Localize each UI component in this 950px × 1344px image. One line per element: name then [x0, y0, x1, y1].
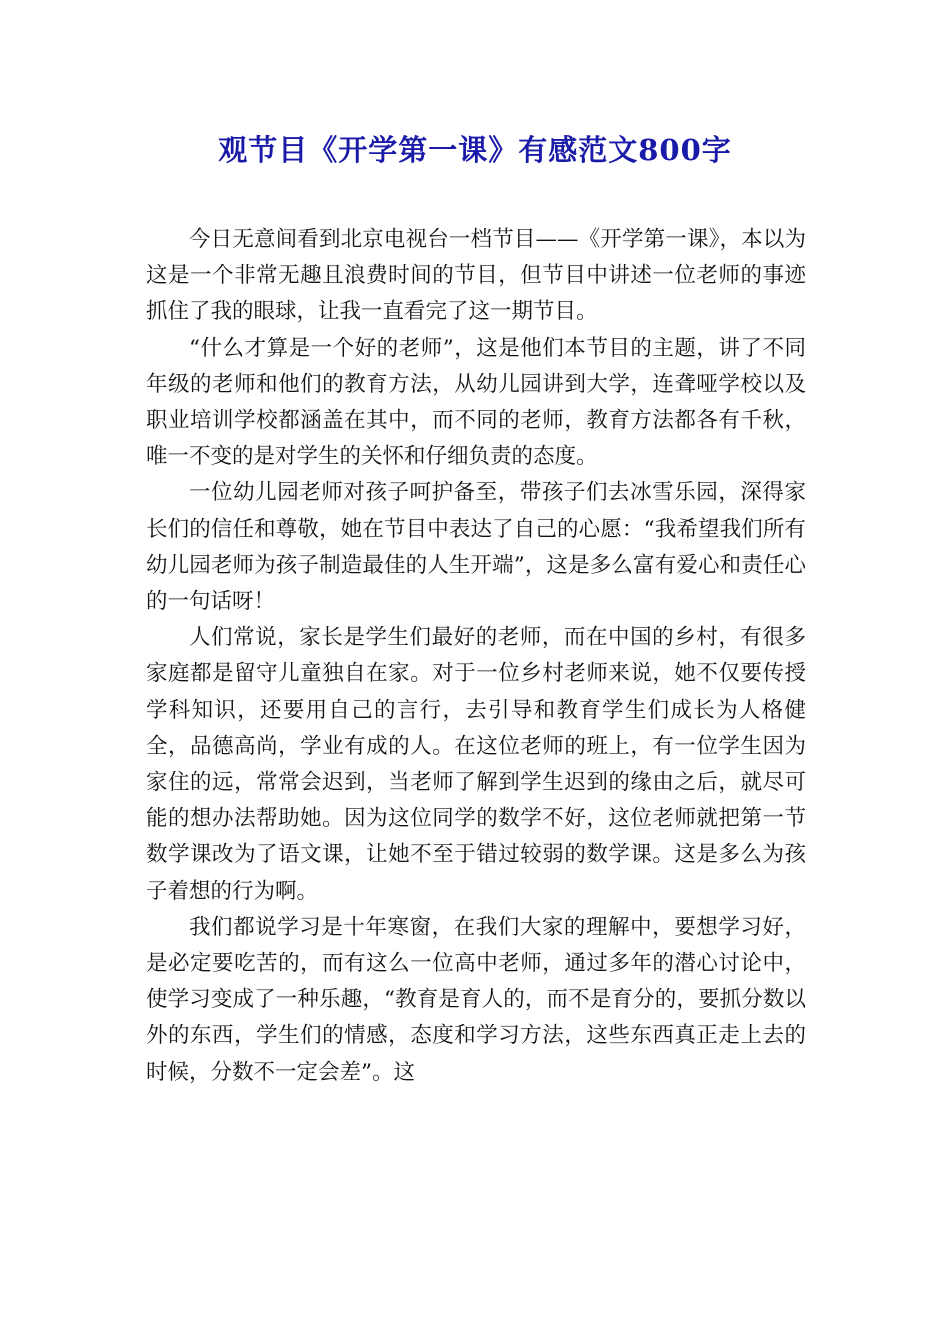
document-body	[146, 222, 806, 1091]
paragraph-3: 一位幼儿园老师对孩子呵护备至，带孩子们去冰雪乐园，深得家长们的信任和尊敬，她在节目中表达了自己的心愿：“我希望我们所有幼儿园老师为孩子制造最佳的人生开端”，这是多么富有爱心和责任心的一句话呀！	[146, 480, 806, 615]
paragraph-4: 人们常说，家长是学生们最好的老师，而在中国的乡村，有很多家庭都是留守儿童独自在家。对于一位乡村老师来说，她不仅要传授学科知识，还要用自己的言行，去引导和教育学生们成长为人格健全，品德高尚，学业有成的人。在这位老师的班上，有一位学生因为家住的远，常常会迟到，当老师了解到学生迟到的缘由之后，就尽可能的想办法帮助她。因为这位同学的数学不好，这位老师就把第一节数学课改为了语文课，让她不至于错过较弱的数学课。这是多么为孩子着想的行为啊。	[146, 625, 806, 904]
paragraph-2: “什么才算是一个好的老师”，这是他们本节目的主题，讲了不同年级的老师和他们的教育方法，从幼儿园讲到大学，连聋哑学校以及职业培训学校都涵盖在其中，而不同的老师，教育方法都各有千秋，唯一不变的是对学生的关怀和仔细负责的态度。	[146, 335, 806, 470]
paragraph-1: 今日无意间看到北京电视台一档节目——《开学第一课》，本以为这是一个非常无趣且浪费时间的节目，但节目中讲述一位老师的事迹抓住了我的眼球，让我一直看完了这一期节目。	[146, 227, 806, 325]
paragraph-5: 我们都说学习是十年寒窗，在我们大家的理解中，要想学习好，是必定要吃苦的，而有这么一位高中老师，通过多年的潜心讨论中，使学习变成了一种乐趣，“教育是育人的，而不是育分的，要抓分数以外的东西，学生们的情感，态度和学习方法，这些东西真正走上去的时候，分数不一定会差”。这	[146, 914, 806, 1085]
document-title: 观节目《开学第一课》有感范文800字	[218, 133, 732, 167]
